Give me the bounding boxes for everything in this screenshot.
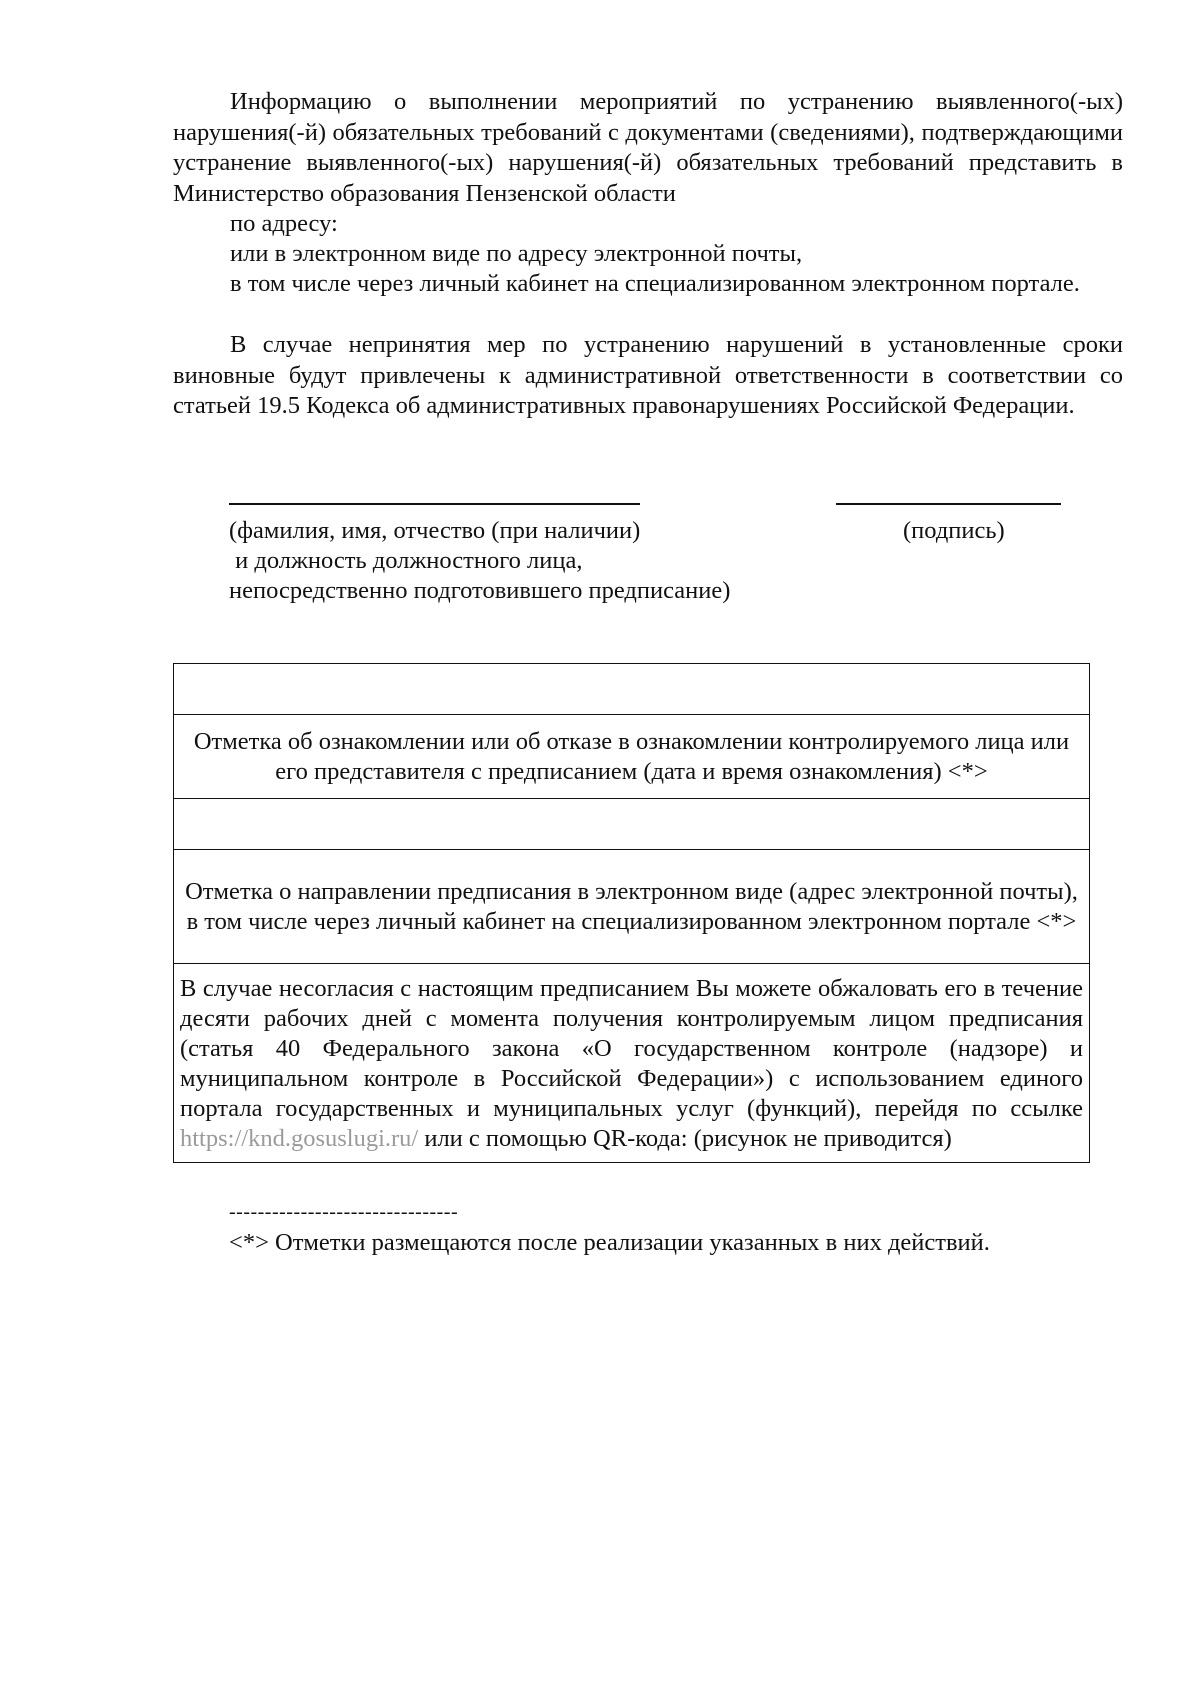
paragraph-liability: В случае непринятия мер по устранению нарушений в установленные сроки виновные будут привлечены к административной ответственности в соответствии со статьей 19.5 Кодекса об административных правонарушениях Российской Федерации. (173, 331, 1123, 419)
paragraph-info-submission: Информацию о выполнении мероприятий по устранению выявленного(-ых) нарушения(-й) обязательных требований с документами (сведениями), подтверждающими устранение выявленного(-ых) нарушения(-й) обязательных требований представить в Министерство образования Пензенской области (173, 88, 1123, 207)
name-signature-line (229, 503, 640, 505)
appeal-notice-cell (174, 964, 1090, 1163)
footnote-separator: -------------------------------- (229, 1201, 459, 1223)
signature-caption: (подпись) (903, 517, 1005, 544)
table-row (174, 850, 1090, 964)
table-row (174, 664, 1090, 715)
name-caption-line-3: непосредственно подготовившего предписание) (229, 577, 731, 604)
electronic-delivery-mark-cell: Отметка о направлении предписания в электронном виде (адрес электронной почты), в том числе через личный кабинет на специализированном электронном портале <*> (174, 850, 1090, 964)
footnote-text: <*> Отметки размещаются после реализации указанных в них действий. (229, 1229, 990, 1256)
table-row (174, 715, 1090, 799)
name-caption-line-1: (фамилия, имя, отчество (при наличии) (229, 517, 641, 544)
acquaintance-mark-cell: Отметка об ознакомлении или об отказе в ознакомлении контролируемого лица или его представителя с предписанием (дата и время ознакомления) <*> (174, 715, 1090, 799)
table-row (174, 799, 1090, 850)
appeal-text-end: или с помощью QR-кода: (рисунок не приводится) (418, 1125, 952, 1152)
table-row (174, 964, 1090, 1163)
marks-table (173, 663, 1090, 1163)
signature-line (836, 503, 1061, 505)
paragraph-personal-cabinet: в том числе через личный кабинет на специализированном электронном портале. (230, 270, 1080, 297)
paragraph-address: по адресу: (230, 210, 338, 237)
name-caption-line-2: и должность должностного лица, (229, 547, 583, 574)
gosuslugi-link[interactable]: https://knd.gosuslugi.ru/ (180, 1125, 419, 1152)
appeal-text-start: В случае несогласия с настоящим предписанием Вы можете обжаловать его в течение десяти рабочих дней с момента получения контролируемым лицом предписания (статья 40 Федерального закона «О государственном контроле (надзоре) и муниципальном контроле в Российской Федерации») с использованием единого портала государственных и муниципальных услуг (функций), перейдя по ссылке (180, 975, 1083, 1122)
paragraph-email: или в электронном виде по адресу электронной почты, (230, 240, 803, 267)
empty-cell (174, 664, 1090, 715)
empty-cell (174, 799, 1090, 850)
